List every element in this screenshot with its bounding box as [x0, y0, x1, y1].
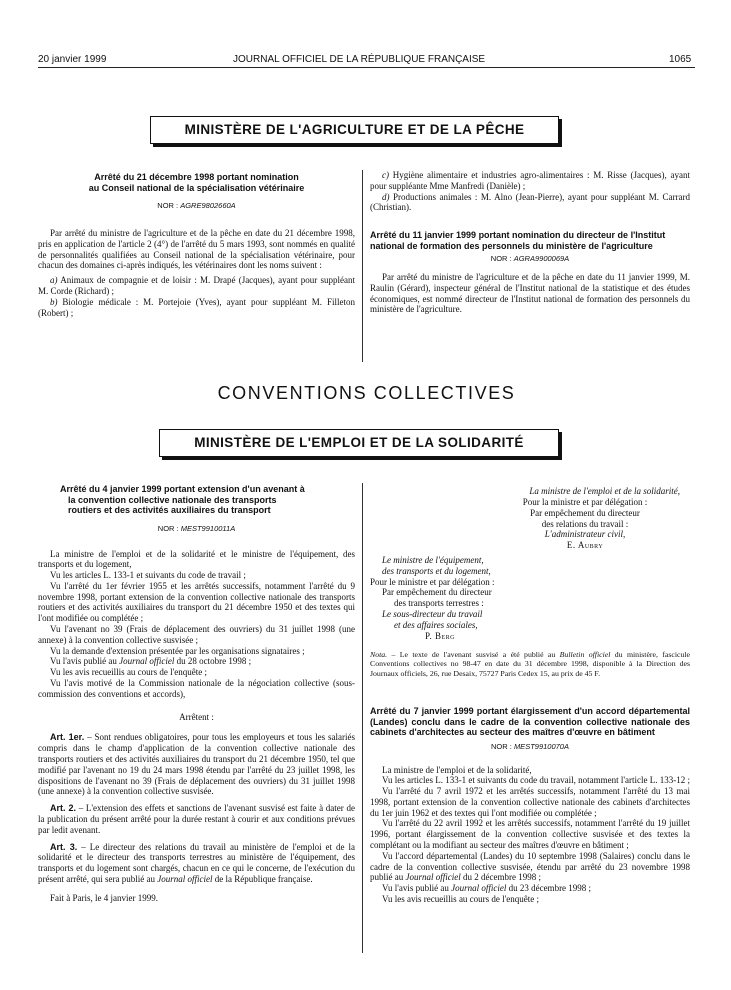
ministry-agriculture-box: [150, 116, 559, 144]
item-text: Productions animales : M. Alno (Jean-Pierre), ayant pour suppléant M. Carrard (Christian).: [370, 191, 690, 213]
paragraph: Par arrêté du ministre de l'agriculture et de la pêche en date du 11 janvier 1999, M. Raulin (Gérard), inspecteur général de l'Institut national de la statistique et des études économiques, est nommé directeur de l'Institut national de formation des personnels du ministère de l'agriculture.: [370, 272, 690, 315]
signature-ministre-emploi-delegation: [470, 497, 700, 551]
article-3: [38, 842, 355, 885]
text: Vu l'accord départemental (Landes) du 10 septembre 1998 (Salaires) conclu dans le cadre de la convention collective susvisée, étendu par arrêté du 23 novembre 1998 publié au: [370, 850, 690, 883]
article-7-janvier-1999: [370, 706, 690, 905]
signature-line: Pour la ministre et par délégation :: [522, 497, 648, 507]
ministry-agriculture-label: MINISTÈRE DE L'AGRICULTURE ET DE LA PÊCHE: [184, 122, 525, 137]
article-body: [38, 549, 355, 904]
text: de la République française.: [212, 874, 313, 885]
signature-line: La ministre de l'emploi et de la solidarité,: [529, 486, 680, 496]
item-label: c): [382, 170, 389, 180]
signature-line: des transports terrestres :: [394, 598, 484, 609]
article-body: [38, 228, 355, 318]
nota: [370, 650, 690, 678]
text-italic: Journal officiel: [119, 656, 175, 667]
article-21-decembre-1998: [38, 172, 355, 318]
ministry-emploi-label: MINISTÈRE DE L'EMPLOI ET DE LA SOLIDARITÉ: [194, 435, 524, 450]
paragraph: Vu la demande d'extension présentée par les organisations signataires ;: [50, 645, 305, 656]
paragraph: [370, 170, 690, 192]
nor-reference: [370, 254, 690, 263]
ministry-emploi-box: [159, 429, 559, 457]
item-label: b): [50, 296, 58, 307]
item-text: Hygiène alimentaire et industries agro-alimentaires : M. Risse (Jacques), ayant pour suppléante Mme Manfredi (Danièle) ;: [370, 170, 690, 191]
text: du 2 décembre 1998 ;: [460, 872, 541, 883]
text: – Le texte de l'avenant susvisé a été publié au: [387, 650, 560, 659]
text: du ministère, fascicule Conventions collectives no 98-47 en date du 31 décembre 1998, disponible à la Direction des Journaux officiels, 26, rue Desaix, 75727 Paris Cedex 15, au prix de 45 F.: [370, 650, 690, 678]
signature-line: des relations du travail :: [541, 518, 629, 529]
header-journal-title: JOURNAL OFFICIEL DE LA RÉPUBLIQUE FRANÇAISE: [233, 54, 486, 65]
signature-line: Le sous-directeur du travail: [382, 608, 483, 619]
paragraph: [370, 192, 690, 214]
paragraph: Vu l'avenant no 39 (Frais de déplacement des ouvriers) du 31 juillet 1998 (une annexe) à la convention collective susvisée ;: [38, 624, 355, 645]
article-4-janvier-1999: [38, 484, 355, 904]
item-text: Animaux de compagnie et de loisir : M. Drapé (Jacques), ayant pour suppléant M. Corde (Richard) ;: [38, 275, 355, 296]
text-italic: Journal officiel: [157, 874, 213, 885]
text-italic: Bulletin officiel: [559, 650, 611, 659]
nor-code: MEST9910070A: [513, 741, 569, 751]
article-title-line: Arrêté du 4 janvier 1999 portant extension d'un avenant à: [60, 484, 305, 494]
paragraph: [370, 851, 690, 883]
article-label: Art. 3.: [50, 841, 78, 852]
signature-ministre-equipement: [370, 555, 570, 641]
text: Vu l'avis publié au: [382, 883, 452, 894]
nor-reference: [370, 742, 690, 751]
nor-reference: [38, 201, 355, 210]
header-page-number: 1065: [669, 54, 692, 65]
signature-line: et des affaires sociales,: [394, 619, 478, 630]
paragraph: La ministre de l'emploi et de la solidarité et le ministre de l'équipement, des transports et du logement,: [38, 548, 355, 570]
nor-reference: [38, 524, 355, 533]
article-title-line: routiers et des activités auxiliaires du transport: [68, 505, 271, 515]
article-title-line: la convention collective nationale des transports: [68, 494, 277, 505]
article-body: [370, 765, 690, 905]
section-title-conventions: CONVENTIONS COLLECTIVES: [217, 383, 516, 403]
signature-line: Par empêchement du directeur: [530, 507, 640, 518]
header-rule: [38, 67, 695, 68]
paragraph: [370, 883, 690, 894]
nor-prefix: NOR :: [491, 741, 514, 751]
paragraph: La ministre de l'emploi et de la solidarité,: [382, 764, 532, 775]
paragraph: Vu les avis recueillis au cours de l'enquête ;: [382, 894, 540, 905]
fait-a-paris: Fait à Paris, le 4 janvier 1999.: [50, 892, 158, 903]
header-date: 20 janvier 1999: [38, 54, 107, 65]
signature-line: Le ministre de l'équipement,: [382, 555, 484, 565]
article-title: [38, 484, 355, 516]
signature-name: P. Berg: [425, 630, 456, 641]
paragraph: [38, 297, 355, 319]
nor-code: AGRE9802660A: [180, 201, 236, 210]
text-italic: Journal officiel: [405, 872, 461, 883]
article-body: [370, 272, 690, 315]
item-text: Biologie médicale : M. Portejoie (Yves), ayant pour suppléant M. Filleton (Robert) ;: [38, 296, 355, 318]
article-title: Arrêté du 7 janvier 1999 portant élargissement d'un accord départemental (Landes) conclu dans le cadre de la convention collective nationale des cabinets d'architectes au secteur des maîtres d'œuvre en bâtiment: [370, 706, 690, 737]
article-1: [38, 732, 355, 797]
article-2: [38, 803, 355, 835]
text: du 23 décembre 1998 ;: [506, 883, 592, 894]
signature-line: des transports et du logement,: [382, 565, 491, 576]
arretent-label: Arrêtent :: [179, 711, 214, 722]
nor-prefix: NOR :: [490, 254, 514, 263]
signature-line: L'administrateur civil,: [544, 529, 626, 540]
item-label: d): [382, 191, 390, 202]
paragraph: [38, 656, 355, 667]
signature-name: E. Aubry: [566, 540, 604, 551]
article-title: Arrêté du 11 janvier 1999 portant nomination du directeur de l'Institut national de formation des personnels du ministère de l'agriculture: [370, 230, 666, 251]
article-label: Art. 2.: [50, 803, 76, 814]
article-11-janvier-1999: [370, 230, 690, 315]
article-label: Art. 1er.: [50, 732, 85, 743]
column-divider: [362, 170, 363, 362]
signature-line: Par empêchement du directeur: [382, 587, 492, 598]
signature-ministre-emploi: [380, 486, 680, 497]
signature-line: Pour le ministre et par délégation :: [370, 576, 495, 587]
text-italic: Journal officiel: [451, 883, 507, 894]
text: du 28 octobre 1998 ;: [174, 656, 252, 667]
nor-prefix: NOR :: [157, 523, 181, 533]
column-divider: [362, 483, 363, 953]
item-label: a): [50, 275, 58, 286]
paragraph: Vu les articles L. 133-1 et suivants du code de travail ;: [50, 570, 246, 581]
paragraph: Vu l'arrêté du 22 avril 1992 et les arrêtés successifs, notamment l'arrêté du 19 juillet 1996, portant élargissement de la convention collective susvisée et des textes la complétant ou la modifiant au secteur des maîtres d'œuvre en bâtiment ;: [370, 818, 690, 851]
paragraph: Par arrêté du ministre de l'agriculture et de la pêche en date du 21 décembre 1998, pris en application de l'article 2 (4°) de l'arrêté du 5 mars 1993, sont nommés en qualité de personnalités qualifiées au Conseil national de la spécialisation vétérinaire, pour chacun des domaines ci-après indiqués, les vétérinaires dont les noms suivent :: [38, 228, 355, 271]
nor-code: MEST9910011A: [180, 523, 236, 533]
text: – L'extension des effets et sanctions de l'avenant susvisé est faite à dater de la publication du présent arrêté pour la durée restant à courir et aux conditions prévues par ledit avenant.: [38, 803, 355, 835]
paragraph: Vu l'arrêté du 1er février 1955 et les arrêtés successifs, notamment l'arrêté du 9 novembre 1998, portant extension de la convention collective nationale des transports routiers et des activités auxiliaires du transport du 21 décembre 1950 et des textes qui l'ont modifiée ou complétée ;: [38, 580, 355, 624]
article-title: [38, 172, 355, 193]
paragraph: Vu les articles L. 133-1 et suivants du code du travail, notamment l'article L. 133-12 ;: [382, 775, 690, 786]
paragraph: Vu l'arrêté du 7 avril 1972 et les arrêtés successifs, notamment l'arrêté du 13 mai 1998, portant extension de la convention collective nationale des cabinets d'architectes du 1er juin 1962 et des textes qui l'ont modifiée ou complétée ;: [370, 786, 690, 818]
article-title-line: Arrêté du 21 décembre 1998 portant nomination: [94, 172, 299, 182]
nor-code: AGRA9900069A: [513, 254, 570, 263]
text: Vu l'avis publié au: [50, 656, 120, 667]
article-continuation: [370, 170, 690, 213]
paragraph: [38, 275, 355, 297]
text: – Sont rendues obligatoires, pour tous les employeurs et tous les salariés compris dans le champ d'application de la convention collective nationale des transports routiers et des activités auxiliaires du transport du 21 décembre 1950, tel que modifié par l'avenant no 19 du 24 mars 1998 étendu par l'arrêté du 23 juillet 1998, les dispositions de l'avenant no 39 (Frais de déplacement des ouvriers) du 31 juillet 1998 (une annexe) à la convention collective susvisée.: [38, 732, 355, 797]
paragraph: Vu les avis recueillis au cours de l'enquête ;: [50, 667, 208, 678]
text: – Le directeur des relations du travail au ministère de l'emploi et de la solidarité et le directeur des transports terrestres au ministère de l'équipement, des transports et du logement sont chargés, chacun en ce qui le concerne, de l'exécution du présent arrêté, qui sera publié au: [38, 841, 356, 885]
nota-label: Nota.: [370, 650, 388, 659]
article-title-line: au Conseil national de la spécialisation vétérinaire: [88, 182, 305, 193]
paragraph: Vu l'avis motivé de la Commission nationale de la négociation collective (sous-commission des conventions et accords),: [38, 678, 355, 699]
nor-prefix: NOR :: [157, 201, 181, 210]
